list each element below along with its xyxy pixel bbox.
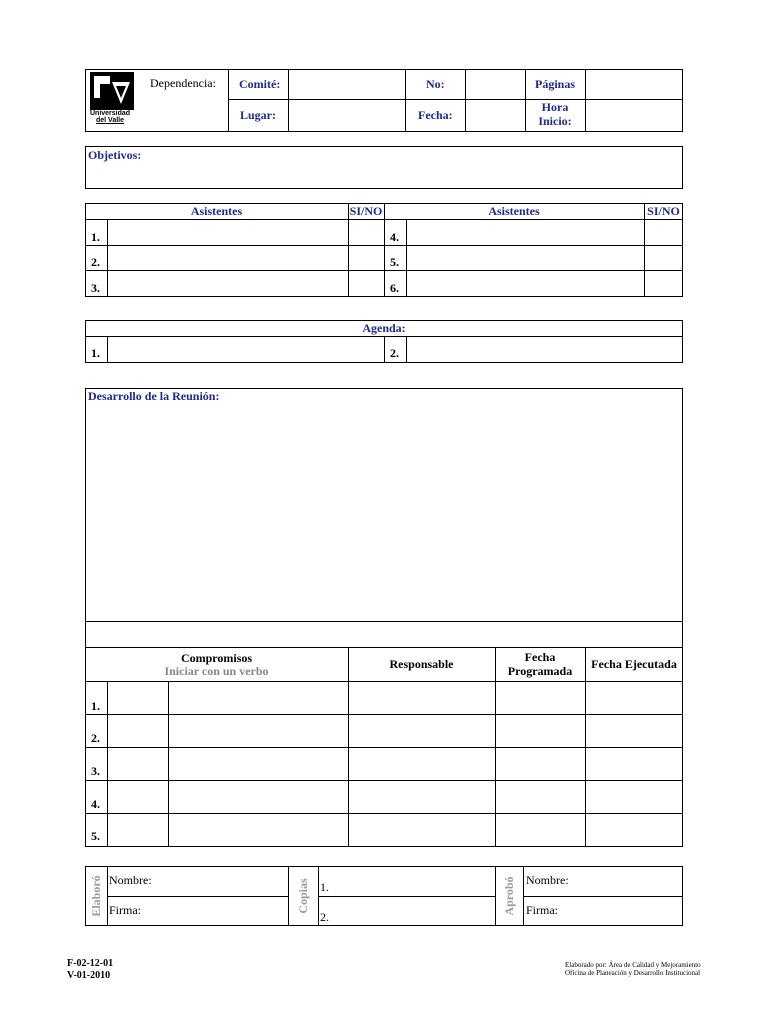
compromisos-row-divider <box>85 714 683 715</box>
asistentes-col-divider <box>107 219 108 297</box>
fecha-programada-header-1: Fecha <box>524 650 556 664</box>
no-label: No: <box>426 77 445 91</box>
logo-text-1: Universidad <box>90 110 131 117</box>
compromisos-col-divider <box>107 681 108 847</box>
fecha-ejecutada-header: Fecha Ejecutada <box>591 657 677 671</box>
firmas-col-divider <box>288 866 289 926</box>
form-code: F-02-12-01 <box>67 958 114 969</box>
aprobo-label: Aprobó <box>502 876 516 916</box>
hora-label-2: Inicio: <box>538 114 572 128</box>
nombre-right-label: Nombre: <box>526 873 569 887</box>
firma-left-label: Firma: <box>109 903 141 917</box>
agenda-col-divider <box>406 336 407 363</box>
paginas-label: Páginas <box>535 77 576 91</box>
compromisos-col-divider <box>585 647 586 847</box>
firmas-row-divider <box>107 896 288 897</box>
agenda-item-number: 2. <box>390 346 399 360</box>
desarrollo-label: Desarrollo de la Reunión: <box>88 389 220 403</box>
header-col-divider <box>585 69 586 132</box>
agenda-item-number: 1. <box>91 346 100 360</box>
firmas-row-divider <box>523 896 683 897</box>
elaboro-label: Elaboró <box>89 875 103 917</box>
asistentes-header-right: Asistentes <box>488 204 540 218</box>
asistente-number: 4. <box>390 230 399 244</box>
nombre-left-label: Nombre: <box>109 873 152 887</box>
asistente-number: 5. <box>390 255 399 269</box>
copia-2-label: 2. <box>320 910 329 924</box>
copias-label: Copias <box>296 878 310 914</box>
desarrollo-box <box>85 388 683 622</box>
footer-oficina: Oficina de Planeación y Desarrollo Institucional <box>565 969 701 977</box>
sino-header-left: SI/NO <box>349 204 383 218</box>
header-col-divider <box>288 69 289 132</box>
header-col-divider <box>405 69 406 132</box>
compromisos-row-divider <box>85 747 683 748</box>
compromisos-row-divider <box>85 780 683 781</box>
firmas-col-divider <box>318 866 319 926</box>
compromisos-col-divider <box>348 647 349 847</box>
fecha-programada-header-2: Programada <box>507 664 573 678</box>
compromiso-number: 2. <box>91 731 100 745</box>
objetivos-box <box>85 146 683 189</box>
firmas-col-divider <box>495 866 496 926</box>
firmas-col-divider <box>523 866 524 926</box>
dependencia-label: Dependencia: <box>150 76 216 90</box>
asistente-number: 1. <box>91 230 100 244</box>
compromisos-col-divider <box>168 681 169 847</box>
agenda-label: Agenda: <box>362 321 406 335</box>
asistente-number: 6. <box>390 281 399 295</box>
asistentes-col-divider <box>406 219 407 297</box>
compromiso-number: 3. <box>91 764 100 778</box>
agenda-col-divider <box>107 336 108 363</box>
hora-label-1: Hora <box>541 100 569 114</box>
copia-1-label: 1. <box>320 880 329 894</box>
compromisos-row-divider <box>85 813 683 814</box>
header-col-divider <box>465 69 466 132</box>
compromisos-outer-right <box>682 622 683 647</box>
compromiso-number: 5. <box>91 829 100 843</box>
compromisos-outer-left <box>85 622 86 647</box>
compromiso-number: 1. <box>91 699 100 713</box>
header-row-divider <box>228 99 683 100</box>
logo-mark-icon <box>90 72 134 110</box>
firma-right-label: Firma: <box>526 903 558 917</box>
asistente-number: 3. <box>91 281 100 295</box>
objetivos-label: Objetivos: <box>88 148 142 162</box>
header-col-divider <box>228 69 229 132</box>
comite-label: Comité: <box>239 77 281 91</box>
sino-header-right: SI/NO <box>647 204 680 218</box>
firmas-row-divider <box>318 896 495 897</box>
lugar-label: Lugar: <box>240 108 276 122</box>
compromisos-title: Compromisos <box>180 651 253 665</box>
firmas-col-divider <box>107 866 108 926</box>
responsable-header: Responsable <box>389 657 454 671</box>
university-logo <box>90 72 134 126</box>
agenda-col-divider <box>384 336 385 363</box>
compromisos-row-divider <box>85 681 683 682</box>
form-version: V-01-2010 <box>67 970 111 981</box>
asistente-number: 2. <box>91 255 100 269</box>
fecha-label: Fecha: <box>418 108 453 122</box>
compromisos-subtitle: Iniciar con un verbo <box>164 664 269 678</box>
logo-text-2: del Valle <box>96 117 125 124</box>
asistentes-header-left: Asistentes <box>190 204 243 218</box>
footer-elaborado-por: Elaborado por: Área de Calidad y Mejoramiento <box>565 961 701 969</box>
compromiso-number: 4. <box>91 797 100 811</box>
